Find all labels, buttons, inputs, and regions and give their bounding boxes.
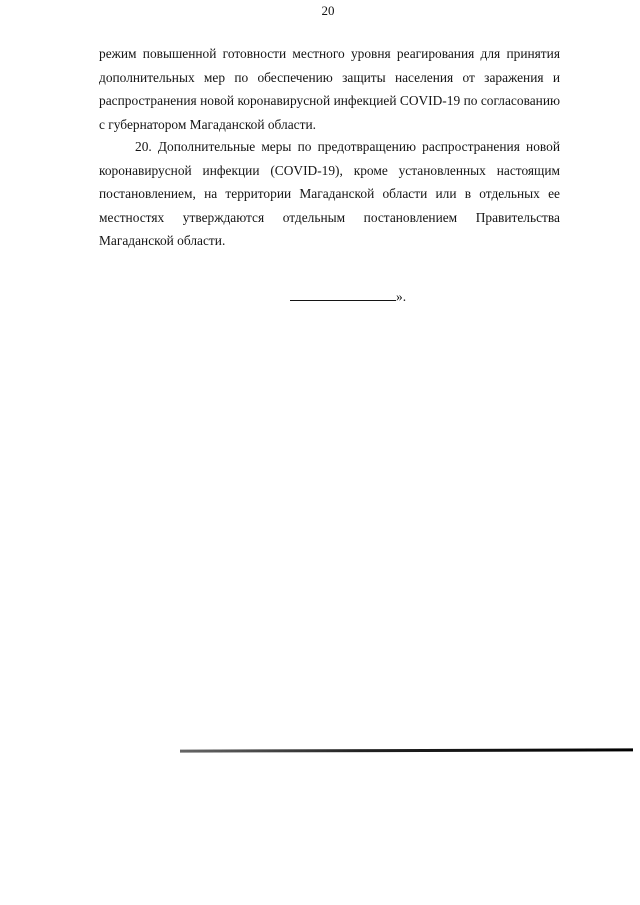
document-body-item-20 — [99, 135, 560, 253]
page-number: 20 — [321, 3, 335, 18]
closing-underline — [290, 286, 396, 301]
closing-line — [290, 286, 406, 305]
document-body — [99, 42, 560, 136]
footer-rule — [180, 748, 633, 752]
paragraph-continuation: режим повышенной готовности местного уровня реагирования для принятия дополнительных мер по обеспечению защиты населения от заражения и распространения новой коронавирусной инфекцией COVID-19 по согласованию с губернатором Магаданской области. — [99, 46, 560, 132]
paragraph-20: 20. Дополнительные меры по предотвращению распространения новой коронавирусной инфекции (COVID-19), кроме установленных настоящим постановлением, на территории Магаданской области или в отдельных ее местностях утверждаются отдельным постановлением Правительства Магаданской области. — [99, 139, 560, 248]
closing-quote-mark: ». — [396, 289, 407, 304]
